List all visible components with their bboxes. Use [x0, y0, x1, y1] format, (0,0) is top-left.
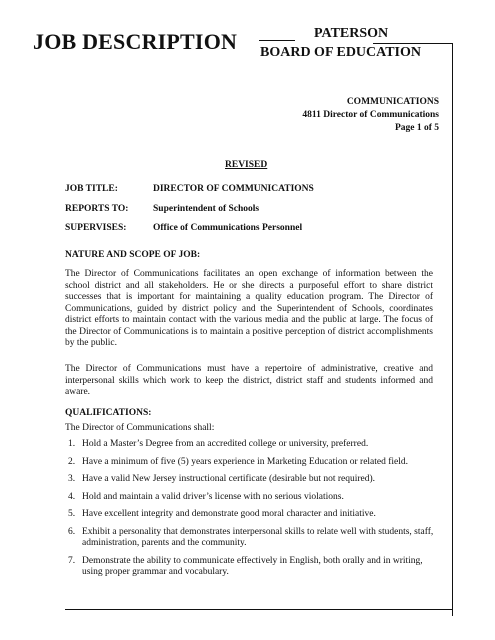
meta-value: Superintendent of Schools: [153, 204, 260, 214]
list-item-number: 6.: [68, 526, 76, 537]
meta-row-job-title: [65, 184, 314, 194]
org-name-line1: PATERSON: [314, 26, 389, 41]
bottom-border-rule: [65, 609, 453, 610]
doc-category: COMMUNICATIONS: [346, 97, 439, 107]
meta-row-supervises: [65, 223, 302, 233]
list-item-text: Exhibit a personality that demonstrates interpersonal skills to relate well with students, staff, administration, parents and the community.: [82, 526, 434, 548]
list-item: [65, 457, 440, 469]
list-item: [65, 474, 440, 486]
revised-label: REVISED: [225, 160, 268, 170]
list-item: [65, 556, 440, 579]
qualifications-intro: The Director of Communications shall:: [65, 423, 215, 433]
list-item-text: Have excellent integrity and demonstrate good moral character and initiative.: [82, 509, 376, 519]
nature-paragraph-1: The Director of Communications facilitates an open exchange of information between the school district and all stakeholders. He or she directs a purposeful effort to share district successes that is important for maintaining a quality education program. The Director of Communications, guided by district policy and the Superintendent of Schools, coordinates district efforts to maintain contact with the various media and the public at large. The focus of the Director of Communications is to maintain a positive perception of district accomplishments by the public.: [65, 269, 433, 348]
list-item-text: Have a valid New Jersey instructional certificate (desirable but not required).: [82, 474, 376, 484]
meta-row-reports-to: [65, 204, 259, 214]
meta-value: Office of Communications Personnel: [153, 223, 303, 233]
org-underline-rule: [259, 40, 295, 41]
list-item-number: 1.: [68, 439, 76, 449]
list-item-number: 3.: [68, 474, 76, 484]
meta-key: SUPERVISES:: [65, 223, 127, 233]
document-title: JOB DESCRIPTION: [33, 29, 238, 54]
list-item: [65, 439, 440, 451]
nature-paragraph-2: The Director of Communications must have a repertoire of administrative, creative and interpersonal skills which work to keep the district, district staff and students informed and aware.: [65, 364, 433, 397]
meta-key: JOB TITLE:: [65, 184, 118, 194]
right-border-rule: [452, 43, 453, 616]
qualifications-list: [65, 439, 440, 585]
list-item-text: Have a minimum of five (5) years experience in Marketing Education or related field.: [82, 456, 409, 467]
doc-code: 4811 Director of Communications: [302, 110, 439, 120]
doc-page-number: Page 1 of 5: [394, 123, 439, 133]
list-item: [65, 509, 440, 521]
list-item: [65, 492, 440, 504]
list-item-number: 5.: [68, 509, 76, 519]
top-border-rule: [373, 43, 453, 44]
meta-key: REPORTS TO:: [65, 204, 129, 214]
list-item-number: 7.: [68, 555, 76, 566]
list-item-number: 2.: [68, 456, 76, 467]
list-item-text: Hold a Master’s Degree from an accredited college or university, preferred.: [82, 439, 369, 449]
list-item: [65, 527, 440, 550]
org-name-line2: BOARD OF EDUCATION: [260, 45, 422, 60]
list-item-text: Demonstrate the ability to communicate effectively in English, both orally and in writing, using proper grammar and vocabulary.: [82, 555, 423, 577]
qualifications-heading: QUALIFICATIONS:: [65, 408, 152, 418]
meta-value: DIRECTOR OF COMMUNICATIONS: [153, 184, 314, 194]
list-item-number: 4.: [68, 491, 76, 502]
list-item-text: Hold and maintain a valid driver’s license with no serious violations.: [82, 491, 344, 502]
nature-heading: NATURE AND SCOPE OF JOB:: [65, 250, 201, 260]
